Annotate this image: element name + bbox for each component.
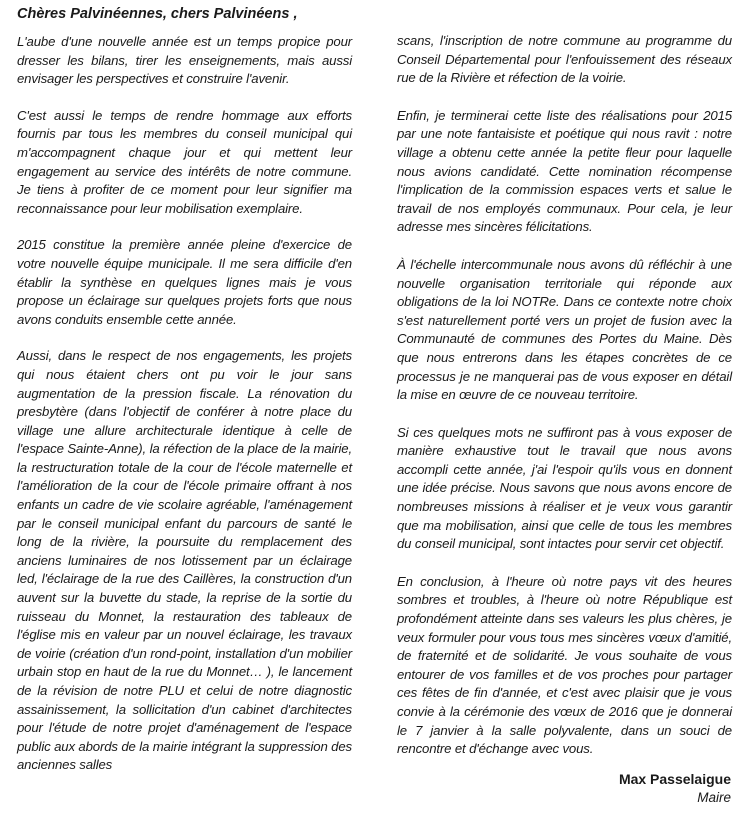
left-column [17, 33, 352, 793]
paragraph-projects: Aussi, dans le respect de nos engagements, les projets qui nous étaient chers ont pu voir le jour sans augmentation de la pression fiscale. La rénovation du presbytère (dans l'objectif de conférer à notre place du village une allure architecturale identique à celle de l'espace Sainte-Anne), la réfection de la place de la mairie, la restructuration totale de la cour de l'école maternelle et l'amélioration de la cour de l'école primaire offrant à nos enfants un cadre de vie scolaire agréable, l'aménagement par le conseil municipal enfant du parcours de santé le long de la rivière, la poursuite du remplacement des anciens luminaires de nos lotissement par un éclairage led, l'éclairage de la rue des Caillères, la construction d'un auvent sur la buvette du stade, la reprise de la sortie du ruisseau du Monnet, la restauration des tableaux de l'église mis en valeur par un nouvel éclairage, les travaux de voirie (création d'un rond-point, installation d'un mobilier urbain stop en haut de la rue du Monnet… ), le lancement de la révision de notre PLU et celui de notre diagnostic assainissement, la sollicitation d'un cabinet d'architectes pour l'étude de notre projet d'aménagement de l'espace public aux abords de la mairie intégrant la suppression des anciennes salles [17, 348, 352, 773]
paragraph-conclusion: En conclusion, à l'heure où notre pays vit des heures sombres et troubles, à l'heure où notre République est profondément atteinte dans ses valeurs les plus chères, je veux formuler pour vous tous mes sincères vœux d'amitié, de fraternité et de solidarité. Je vous souhaite de vous entourer de vos familles et de vos proches pour partager ces fêtes de fin d'année, et c'est avec plaisir que je vous convie à la cérémonie des vœux de 2016 que je donnerai le 7 janvier à la salle polyvalente, dans un souci de rencontre et d'échange avec vous. [397, 573, 732, 757]
signature-name: Max Passelaigue [618, 771, 731, 787]
salutation: Chères Palvinéennes, chers Palvinéens , [17, 6, 298, 22]
paragraph-intercommunal: À l'échelle intercommunale nous avons dû réfléchir à une nouvelle organisation territoriale qui réponde aux obligations de la loi NOTRe. Dans ce contexte notre choix s'est naturellement porté vers un projet de fusion avec la Communauté de communes des Portes du Maine. Dès que nous entrerons dans les étapes concrètes de ce processus je ne manquerai pas de vous exposer en détail la mise en œuvre de ce nouveau territoire. [397, 256, 732, 403]
paragraph-first-year: 2015 constitue la première année pleine d'exercice de votre nouvelle équipe municipale. Il me sera difficile d'en établir la synthèse en quelques lignes mais je vous propose un éclairage sur quelques projets forts que nous avons conduits ensemble cette année. [17, 237, 352, 327]
paragraph-intro: L'aube d'une nouvelle année est un temps propice pour dresser les bilans, tirer les enseignements, mais aussi envisager les perspectives et construire l'avenir. [17, 34, 352, 87]
paragraph-summary: Si ces quelques mots ne suffiront pas à vous exposer de manière exhaustive tout le travail que nous avons accompli cette année, j'ai l'espoir qu'ils vous en donnent une idée précise. Nous savons que nous avons encore de nombreuses missions à réaliser et je veux vous garantir que ma mobilisation, ainsi que celle de tous les membres du conseil municipal, sont intactes pour servir cet objectif. [397, 424, 732, 552]
paragraph-projects-continued: scans, l'inscription de notre commune au programme du Conseil Départemental pour l'enfouissement des réseaux rue de la Rivière et réfection de la voirie. [397, 33, 732, 86]
signature-block [619, 770, 731, 807]
signature-role: Maire [697, 790, 731, 805]
right-column [397, 33, 732, 778]
paragraph-tribute: C'est aussi le temps de rendre hommage aux efforts fournis par tous les membres du conseil municipal qui m'accompagnent chaque jour et qui mettent leur engagement au service des intérêts de notre commune. Je tiens à profiter de ce moment pour leur signifier ma reconnaissance pour leur mobilisation exemplaire. [17, 107, 352, 216]
paragraph-flower: Enfin, je terminerai cette liste des réalisations pour 2015 par une note fantaisiste et poétique qui nous ravit : notre village a obtenu cette année la petite fleur pour laquelle nous avions candidaté. Cette nomination récompense l'implication de la commission espaces verts et salue le travail de nos employés communaux. Pour cela, je leur adresse mes sincères félicitations. [397, 107, 732, 235]
